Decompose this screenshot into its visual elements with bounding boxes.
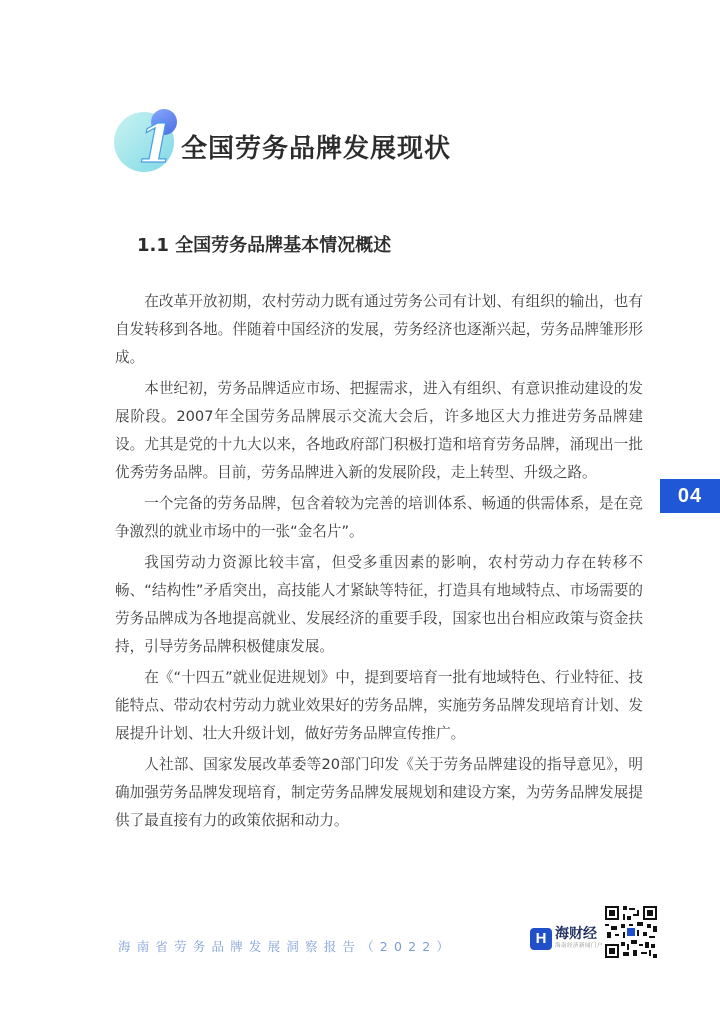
chapter-number-badge xyxy=(108,104,184,180)
publisher-logo xyxy=(530,927,603,950)
logo-mark: H xyxy=(530,928,552,950)
logo-name: 海财经 xyxy=(555,926,597,942)
chapter-title: 全国劳务品牌发展现状 xyxy=(181,134,452,164)
chapter-number: 1 xyxy=(138,114,175,175)
body-text xyxy=(115,288,643,838)
logo-subtitle: 海南经济新闻门户 xyxy=(555,943,604,949)
paragraph: 在《“十四五”就业促进规划》中，提到要培育一批有地域特色、行业特征、技能特点、带动农村劳动力就业效果好的劳务品牌，实施劳务品牌发现培育计划、发展提升计划、壮大升级计划，做好劳务品牌宣传推广。 xyxy=(115,669,643,742)
qr-code-icon xyxy=(605,906,657,958)
paragraph: 一个完备的劳务品牌，包含着较为完善的培训体系、畅通的供需体系，是在竞争激烈的就业市场中的一张“金名片”。 xyxy=(115,495,643,540)
paragraph: 我国劳动力资源比较丰富，但受多重因素的影响，农村劳动力存在转移不畅、“结构性”矛盾突出，高技能人才紧缺等特征，打造具有地域特点、市场需要的劳务品牌成为各地提高就业、发展经济的重要手段，国家也出台相应政策与资金扶持，引导劳务品牌积极健康发展。 xyxy=(115,554,643,655)
paragraph: 人社部、国家发展改革委等20部门印发《关于劳务品牌建设的指导意见》，明确加强劳务品牌发现培育，制定劳务品牌发展规划和建设方案，为劳务品牌发展提供了最直接有力的政策依据和动力。 xyxy=(115,756,643,829)
section-title: 1.1 全国劳务品牌基本情况概述 xyxy=(137,235,392,256)
paragraph: 在改革开放初期，农村劳动力既有通过劳务公司有计划、有组织的输出，也有自发转移到各地。伴随着中国经济的发展，劳务经济也逐渐兴起，劳务品牌雏形形成。 xyxy=(115,293,643,366)
paragraph: 本世纪初，劳务品牌适应市场、把握需求，进入有组织、有意识推动建设的发展阶段。2007年全国劳务品牌展示交流大会后，许多地区大力推进劳务品牌建设。尤其是党的十九大以来，各地政府部门积极打造和培育劳务品牌，涌现出一批优秀劳务品牌。目前，劳务品牌进入新的发展阶段，走上转型、升级之路。 xyxy=(115,380,643,481)
page-number-tab: 04 xyxy=(660,479,720,513)
footer-report-title: 海南省劳务品牌发展洞察报告（2022） xyxy=(118,939,456,954)
